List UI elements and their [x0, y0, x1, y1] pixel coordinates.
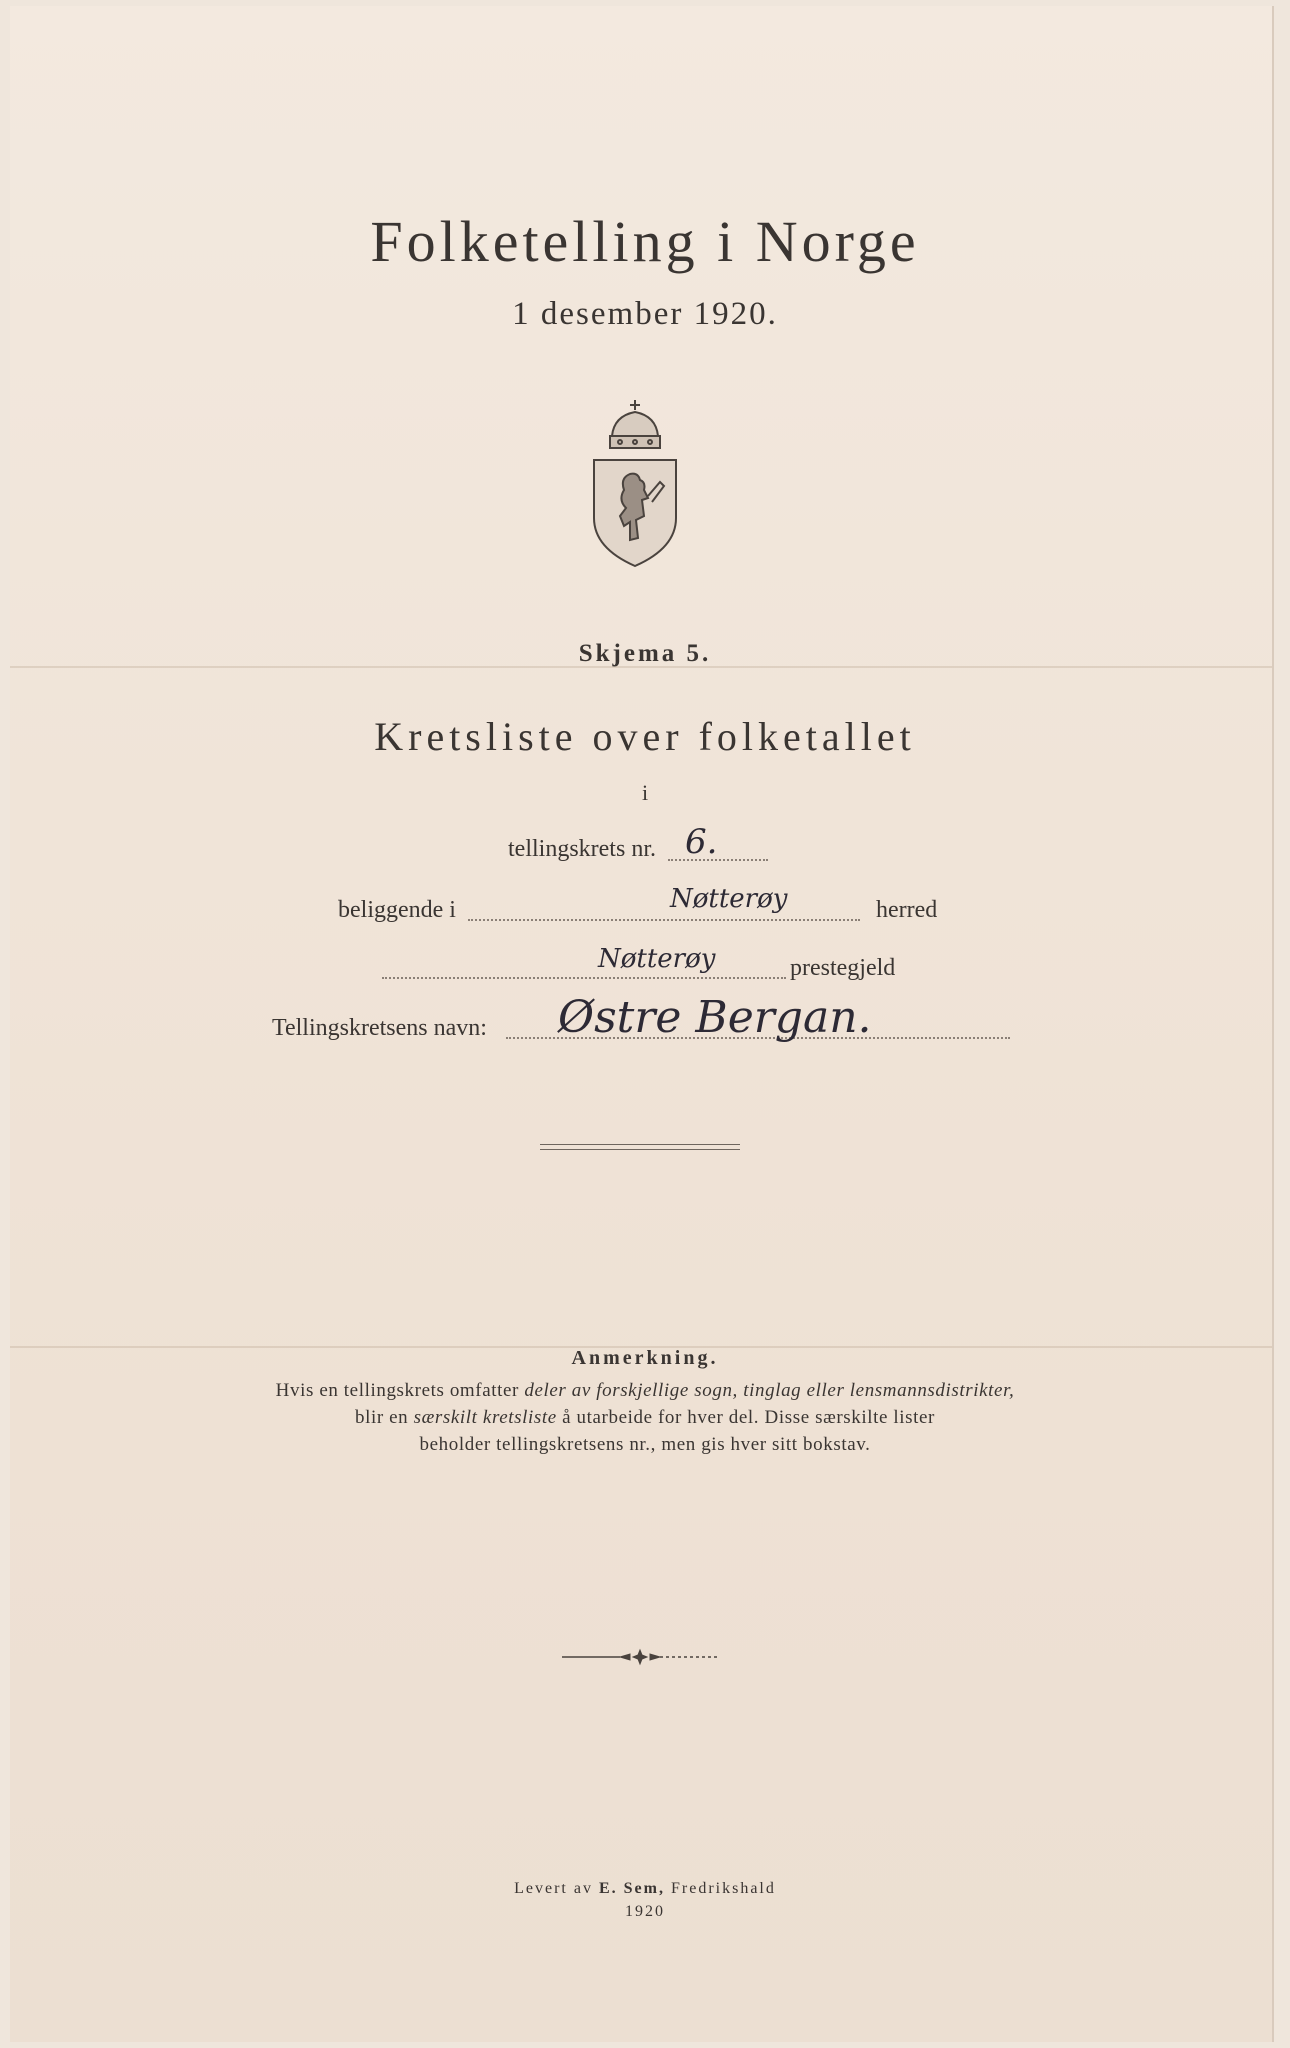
printer-name: E. Sem, [598, 1880, 665, 1897]
krets-label: tellingskrets nr. [508, 836, 656, 862]
star-ornament-icon [560, 1647, 720, 1667]
note-title: Anmerkning. [571, 1347, 719, 1369]
prestegjeld-dotted-line [382, 976, 786, 979]
printer-place: Fredrikshald [664, 1880, 776, 1897]
coat-of-arms-icon [590, 398, 680, 568]
form-heading: Kretsliste over folketallet [374, 714, 916, 759]
printer-prefix: Levert av [514, 1880, 599, 1897]
note-text [180, 1377, 1110, 1458]
prestegjeld-label: prestegjeld [790, 955, 896, 981]
beliggende-label: beliggende i [338, 897, 456, 923]
note-line2-start: blir en [355, 1407, 414, 1428]
printer-imprint [0, 1880, 1290, 1898]
document-title: Folketelling i Norge [370, 209, 920, 274]
herred-handwritten: Nøtterøy [670, 884, 788, 914]
printer-year: 1920 [625, 1903, 665, 1920]
preposition-text: i [641, 780, 649, 805]
document-date: 1 desember 1920. [512, 296, 778, 332]
krets-number-handwritten: 6. [685, 822, 718, 862]
herred-label: herred [876, 897, 938, 923]
krets-dotted-line [668, 858, 768, 861]
beliggende-dotted-line [468, 918, 860, 921]
note-line1-start: Hvis en tellingskrets omfatter [275, 1380, 525, 1401]
divider-rule [540, 1144, 740, 1150]
krets-name-handwritten: Østre Bergan. [558, 992, 872, 1043]
krets-name-label: Tellingskretsens navn: [272, 1015, 487, 1041]
note-line3: beholder tellingskretsens nr., men gis hver sitt bokstav. [419, 1434, 871, 1455]
note-line2-end: å utarbeide for hver del. Disse særskilte lister [556, 1407, 935, 1428]
note-line2-italic: særskilt kretsliste [413, 1407, 557, 1428]
schema-number: Skjema 5. [578, 640, 712, 667]
prestegjeld-handwritten: Nøtterøy [598, 944, 716, 974]
note-line1-italic: deler av forskjellige sogn, tinglag eller lensmannsdistrikter, [524, 1380, 1015, 1401]
